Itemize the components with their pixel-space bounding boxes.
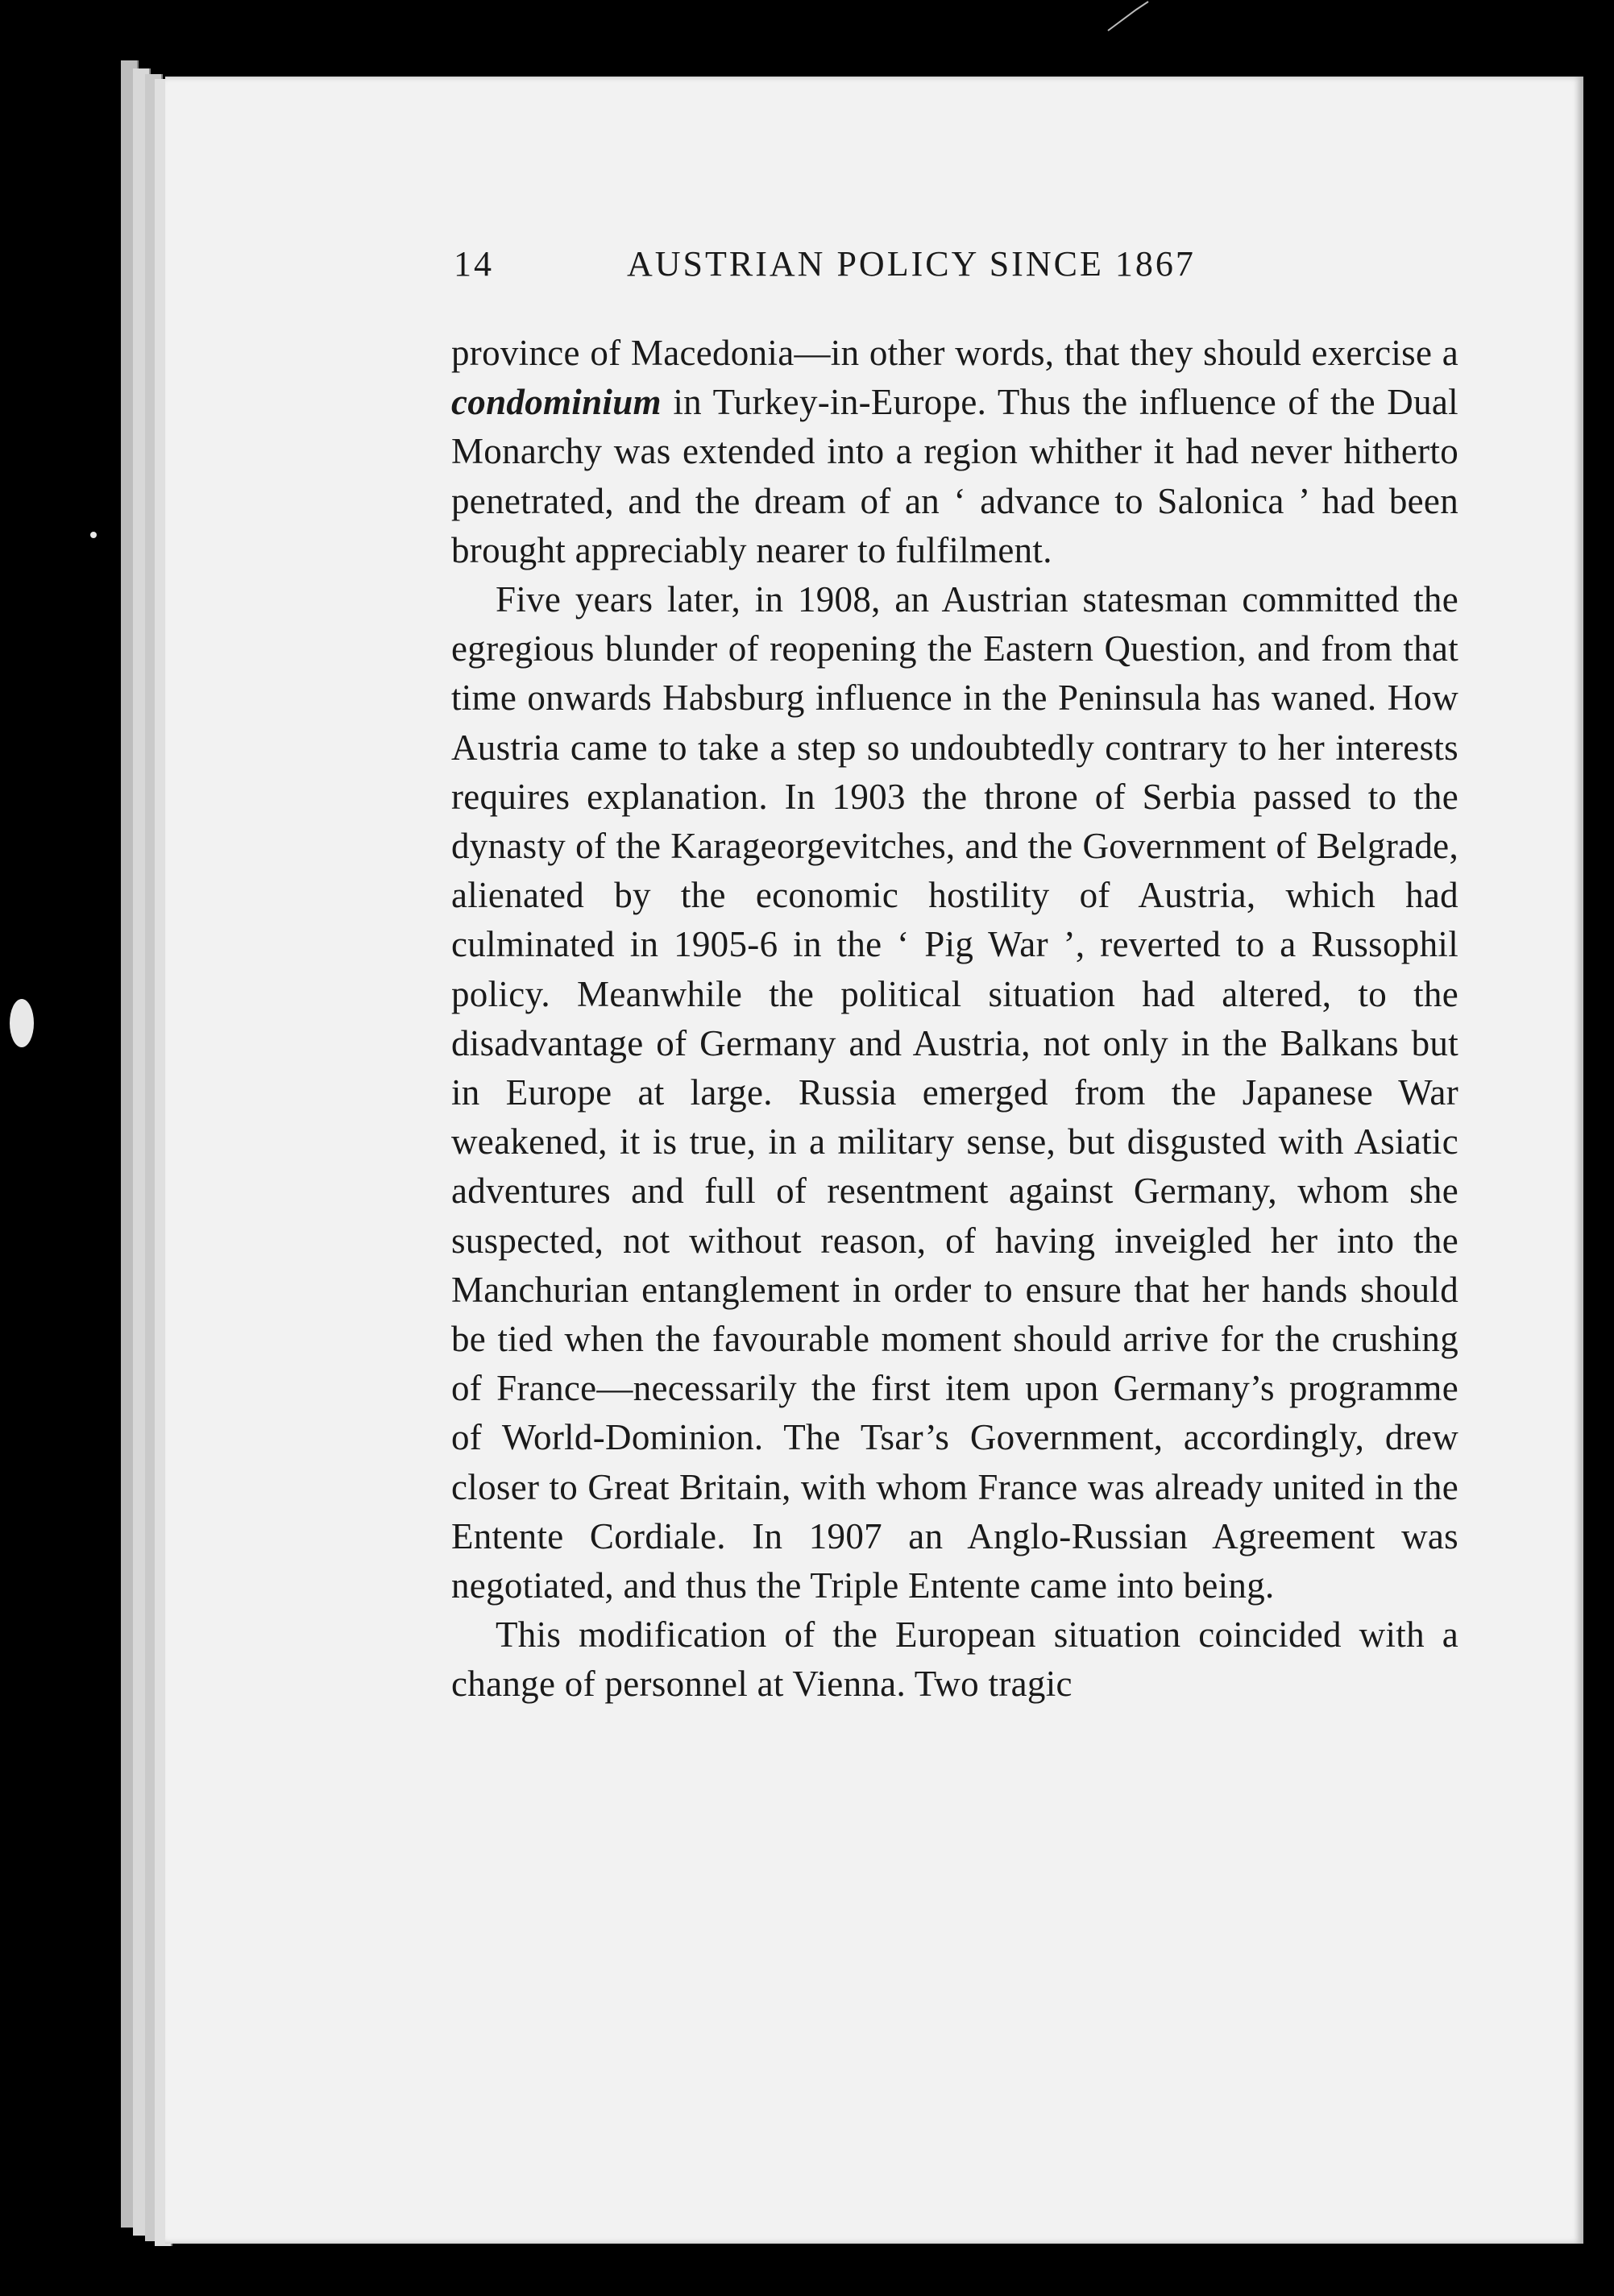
scan-dust-speck xyxy=(10,999,34,1047)
scan-dust-speck xyxy=(90,532,97,538)
page-header xyxy=(288,243,1289,292)
paragraph: Five years later, in 1908, an Austrian statesman committed the egregious blunder of reopening the Eastern Question, and from that time onwards Habsburg influence in the Peninsula has waned. How Austria came to take a step so undoubtedly contrary to her interests requires explanation. In 1903 the throne of Serbia passed to the dynasty of the Karageorgevitches, and the Government of Belgrade, alienated by the economic hostility of Austria, which had culminated in 1905-6 in the ‘ Pig War ’, reverted to a Russophil policy. Meanwhile the political situation had altered, to the disadvantage of Germany and Austria, not only in the Balkans but in Europe at large. Russia emerged from the Japanese War weakened, it is true, in a military sense, but disgusted with Asiatic adventures and full of resentment against Germany, whom she suspected, not without reason, of having inveigled her into the Manchurian entanglement in order to ensure that her hands should be tied when the favourable moment should arrive for the crushing of France—necessarily the first item upon Germany’s programme of World-Dominion. The Tsar’s Government, accordingly, drew closer to Great Britain, with whom France was already united in the Entente Cordiale. In 1907 an Anglo-Russian Agreement was negotiated, and thus the Triple Entente came into being. xyxy=(451,579,1458,1606)
running-title: AUSTRIAN POLICY SINCE 1867 xyxy=(627,244,1196,284)
scan-scratch-mark xyxy=(1104,0,1152,32)
page-number: 14 xyxy=(454,244,494,284)
paragraph: This modification of the European situation coincided with a change of personnel at Vienna. Two tragic xyxy=(451,1614,1458,1705)
paragraph: province of Macedonia—in other words, that they should exercise a condominium in Turkey-in-Europe. Thus the influence of the Dual Monarchy was extended into a region whither it had never hitherto penetrated, and the dream of an ‘ advance to Salonica ’ had been brought appreciably nearer to fulfilment. xyxy=(451,333,1458,570)
italic-term: condominium xyxy=(451,382,662,423)
body-text xyxy=(451,329,1458,1710)
